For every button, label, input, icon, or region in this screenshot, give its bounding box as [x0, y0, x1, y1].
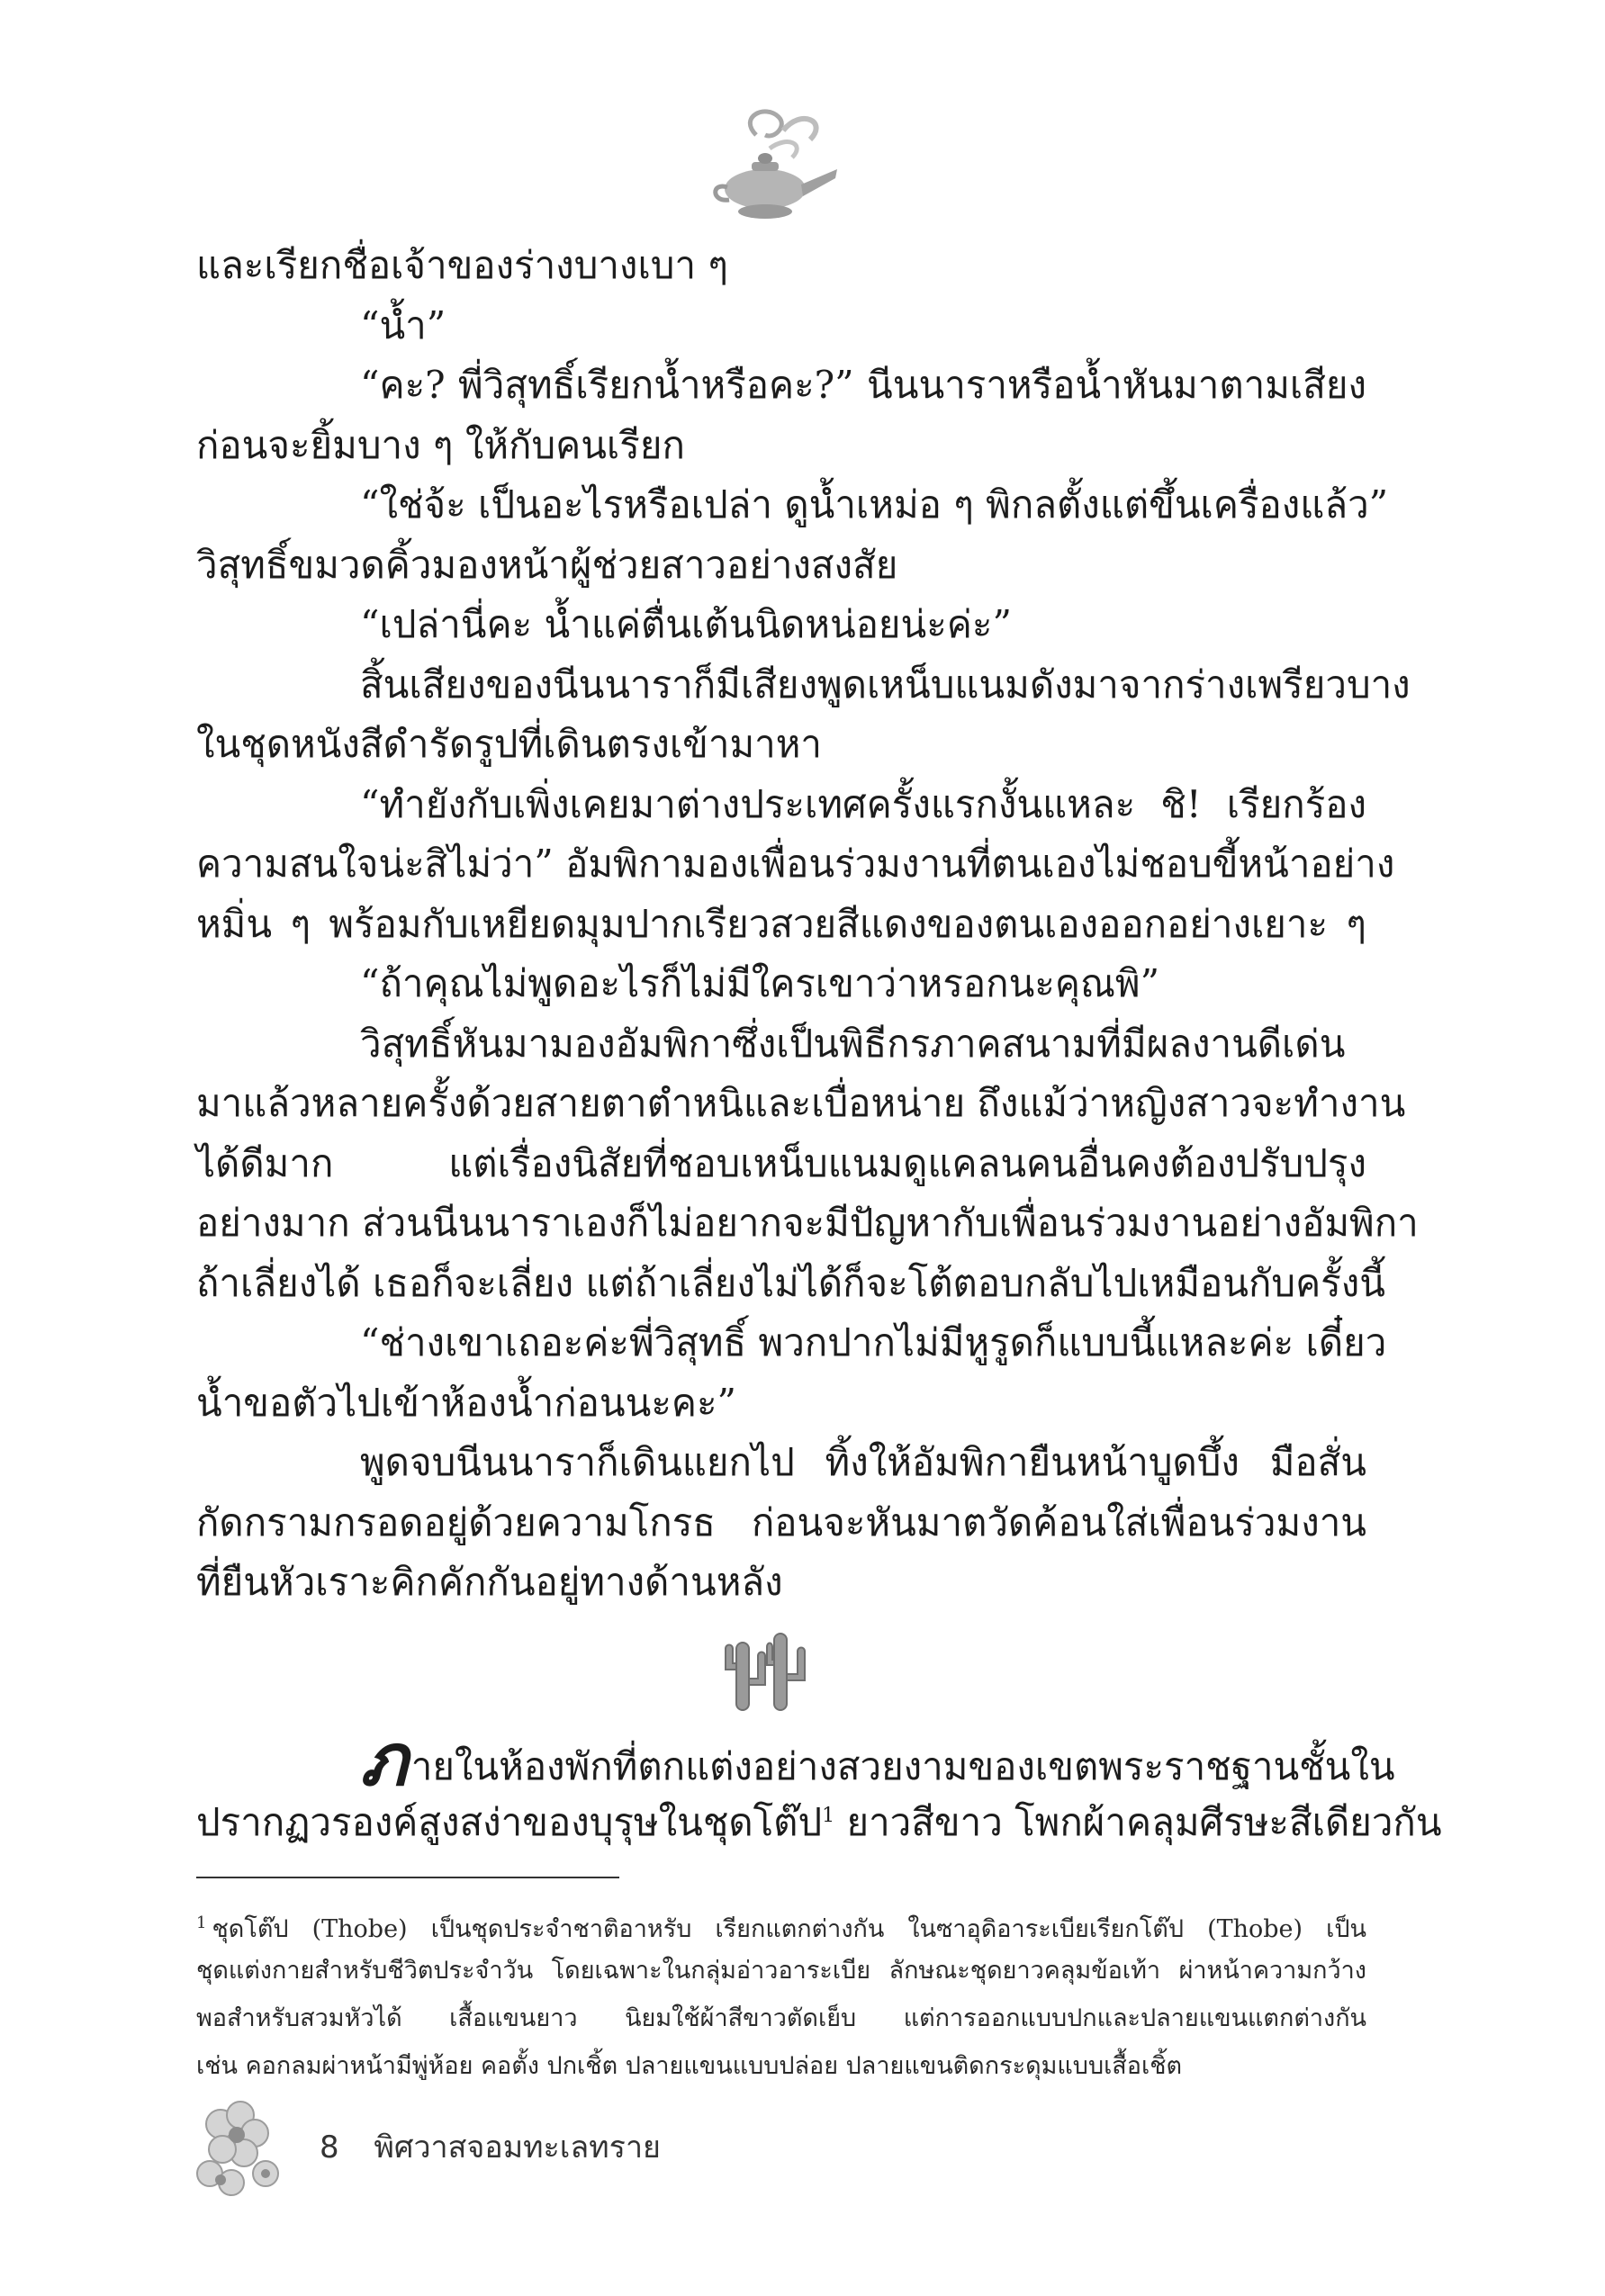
text-line: “เปล่านี่คะ น้ำแค่ตื่นเต้นนิดหน่อยน่ะค่ะ”: [360, 602, 1012, 646]
text-line: ถ้าเลี่ยงได้ เธอก็จะเลี่ยง แต่ถ้าเลี่ยงไม่ได้ก็จะโต้ตอบกลับไปเหมือนกับครั้งนี้: [196, 1260, 1385, 1305]
text-line: “น้ำ”: [360, 302, 446, 347]
text-line: ความสนใจน่ะสิไม่ว่า” อัมพิกามองเพื่อนร่วมงานที่ตนเองไม่ชอบขี้หน้าอย่าง: [196, 842, 1395, 886]
text-line: อย่างมาก ส่วนนีนนาราเองก็ไม่อยากจะมีปัญหากับเพื่อนร่วมงานอย่างอัมพิกา: [196, 1201, 1419, 1245]
text-line: พูดจบนีนนาราก็เดินแยกไป ทิ้งให้อัมพิกายืนหน้าบูดบึ้ง มือสั่น: [360, 1440, 1366, 1484]
page-number: 8: [320, 2129, 339, 2165]
text-line: สิ้นเสียงของนีนนาราก็มีเสียงพูดเหน็บแนมดังมาจากร่างเพรียวบาง: [360, 662, 1411, 707]
text-line: “ช่างเขาเถอะค่ะพี่วิสุทธิ์ พวกปากไม่มีหูรูดก็แบบนี้แหละค่ะ เดี๋ยว: [360, 1320, 1387, 1364]
text-line: วิสุทธิ์ขมวดคิ้วมองหน้าผู้ช่วยสาวอย่างสงสัย: [196, 542, 898, 587]
footnote: [196, 1899, 1366, 2090]
footnote-line: เช่น คอกลมผ่าหน้ามีพู่ห้อย คอตั้ง ปกเชิ้ต ปลายแขนแบบปล่อย ปลายแขนติดกระดุมแบบเสื้อเชิ้ต: [196, 2052, 1183, 2080]
footnote-line: [196, 1899, 1366, 1947]
cactus-icon: [711, 1629, 819, 1715]
footnote-divider: [196, 1877, 619, 1878]
footnote-line: พอสำหรับสวมหัวได้ เสื้อแขนยาว นิยมใช้ผ้าสีขาวตัดเย็บ แต่การออกแบบปกและปลายแขนแตกต่างกัน: [196, 2004, 1366, 2032]
footnote-line-text: ชุดโต๊ป (Thobe) เป็นชุดประจำชาติอาหรับ เรียกแตกต่างกัน ในซาอุดิอาระเบียเรียกโต๊ป (Thobe) เป็น: [212, 1915, 1366, 1943]
text-line: น้ำขอตัวไปเข้าห้องน้ำก่อนนะคะ”: [196, 1380, 736, 1425]
flower-icon: [185, 2088, 293, 2205]
text-line: มาแล้วหลายครั้งด้วยสายตาตำหนิและเบื่อหน่าย ถึงแม้ว่าหญิงสาวจะทำงาน: [196, 1081, 1406, 1125]
text-line: ได้ดีมาก แต่เรื่องนิสัยที่ชอบเหน็บแนมดูแคลนคนอื่นคงต้องปรับปรุง: [196, 1140, 1366, 1185]
footnote-ref: 1: [822, 1804, 835, 1827]
text-line: ในชุดหนังสีดำรัดรูปที่เดินตรงเข้ามาหา: [196, 722, 823, 766]
text-line: กัดกรามกรอดอยู่ด้วยความโกรธ ก่อนจะหันมาตวัดค้อนใส่เพื่อนร่วมงาน: [196, 1499, 1366, 1544]
text-line: วิสุทธิ์หันมามองอัมพิกาซึ่งเป็นพิธีกรภาคสนามที่มีผลงานดีเด่น: [360, 1021, 1346, 1066]
text-line: ก่อนจะยิ้มบาง ๆ ให้กับคนเรียก: [196, 422, 685, 467]
text-line: “ถ้าคุณไม่พูดอะไรก็ไม่มีใครเขาว่าหรอกนะคุณพิ”: [360, 961, 1160, 1005]
magic-lamp-icon: [702, 99, 846, 234]
book-title: พิศวาสจอมทะเลทราย: [374, 2129, 661, 2165]
footnote-line: ชุดแต่งกายสำหรับชีวิตประจำวัน โดยเฉพาะในกลุ่มอ่าวอาระเบีย ลักษณะชุดยาวคลุมข้อเท้า ผ่าหน้าความกว้าง: [196, 1957, 1366, 1985]
body-text: [196, 236, 1419, 1613]
drop-cap: ภ: [360, 1717, 408, 1802]
page-footer: [320, 2122, 661, 2171]
text-line: “คะ? พี่วิสุทธิ์เรียกน้ำหรือคะ?” นีนนาราหรือน้ำหันมาตามเสียง: [360, 363, 1366, 407]
section-line-2: [196, 1793, 1442, 1853]
section-line-2-text: ปรากฏวรองค์สูงสง่าของบุรุษในชุดโต๊ป: [196, 1799, 823, 1844]
text-line: และเรียกชื่อเจ้าของร่างบางเบา ๆ: [196, 243, 728, 287]
text-line: “ทำยังกับเพิ่งเคยมาต่างประเทศครั้งแรกงั้นแหละ ชิ! เรียกร้อง: [360, 781, 1366, 826]
footnote-mark: 1: [196, 1913, 207, 1932]
text-line: หมิ่น ๆ พร้อมกับเหยียดมุมปากเรียวสวยสีแดงของตนเองออกอย่างเยาะ ๆ: [196, 901, 1366, 946]
text-line: “ใช่จ้ะ เป็นอะไรหรือเปล่า ดูน้ำเหม่อ ๆ พิกลตั้งแต่ขึ้นเครื่องแล้ว”: [360, 482, 1389, 527]
section-line-1-text: ายในห้องพักที่ตกแต่งอย่างสวยงามของเขตพระราชฐานชั้นใน: [410, 1744, 1395, 1788]
section-line-1: [196, 1717, 1395, 1802]
section-line-2-rest: ยาวสีขาว โพกผ้าคลุมศีรษะสีเดียวกัน: [846, 1799, 1442, 1844]
text-line: ที่ยืนหัวเราะคิกคักกันอยู่ทางด้านหลัง: [196, 1560, 783, 1604]
section-text: [196, 1717, 1442, 1852]
